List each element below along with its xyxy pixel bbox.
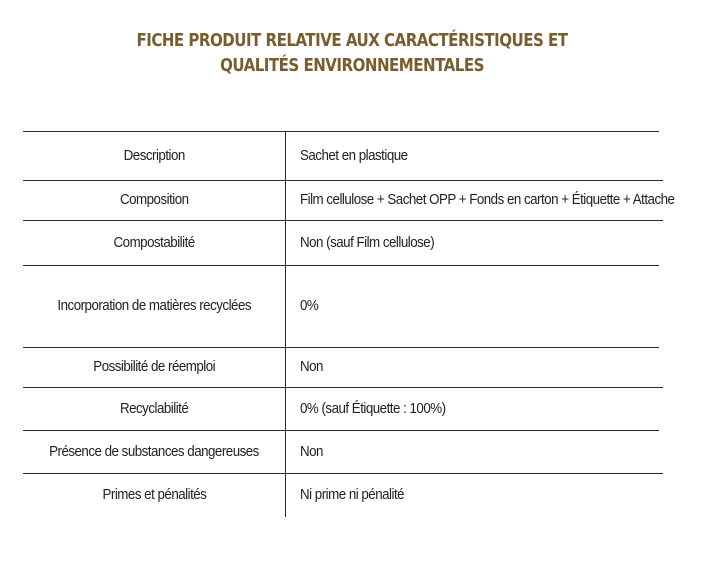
table-row-value: Non — [300, 359, 323, 375]
title-line-1: FICHE PRODUIT RELATIVE AUX CARACTÉRISTIQUES ET — [136, 31, 568, 51]
column-divider — [285, 131, 286, 517]
table-row-value: 0% — [300, 298, 319, 314]
product-info-table — [23, 131, 675, 517]
table-row-label: Présence de substances dangereuses — [49, 443, 259, 460]
table-row-label: Primes et pénalités — [102, 487, 206, 503]
document-title — [48, 29, 655, 79]
table-row-value: Non — [300, 443, 323, 460]
table-row-label: Possibilité de réemploi — [93, 359, 215, 375]
table-row-value: Ni prime ni pénalité — [300, 487, 405, 503]
table-row-label: Description — [123, 147, 185, 164]
table-row-value: Film cellulose + Sachet OPP + Fonds en carton + Étiquette + Attache — [300, 192, 675, 208]
table-row-label: Compostabilité — [113, 234, 195, 251]
table-row-value: Non (sauf Film cellulose) — [300, 234, 435, 251]
table-row-value: 0% (sauf Étiquette : 100%) — [300, 400, 446, 417]
table-row-label: Incorporation de matières recyclées — [57, 298, 251, 314]
table-row-label: Recyclabilité — [119, 400, 189, 417]
title-line-2: QUALITÉS ENVIRONNEMENTALES — [220, 56, 484, 76]
table-row-value: Sachet en plastique — [300, 147, 408, 164]
table-row-label: Composition — [119, 192, 189, 208]
